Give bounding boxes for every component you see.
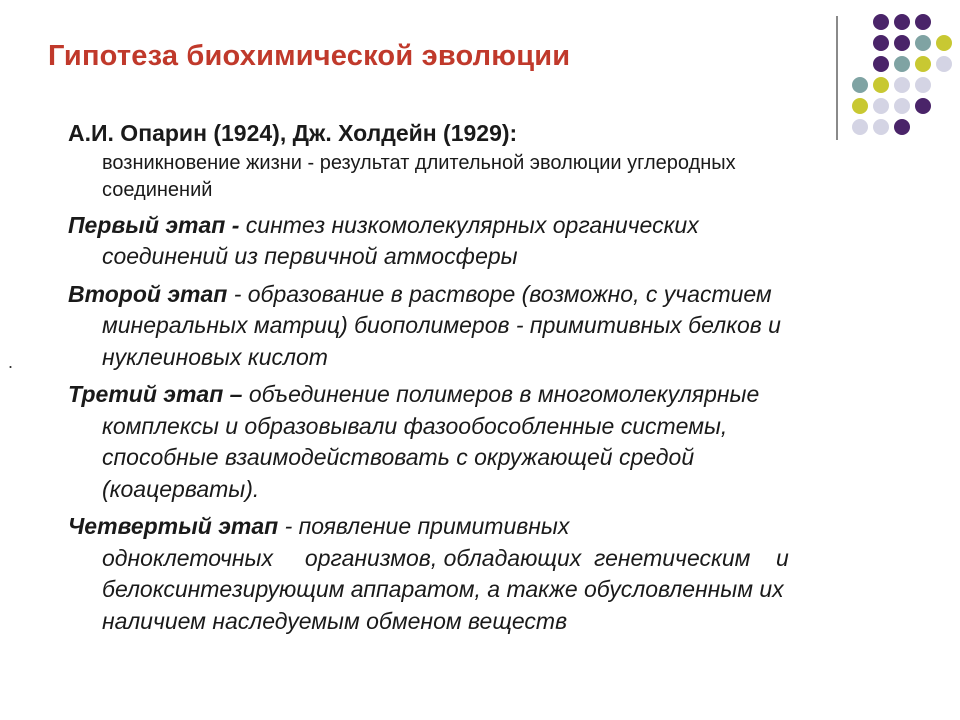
stage-2-line1: - образование в растворе (возможно, с участием	[227, 280, 772, 307]
decorative-dot	[894, 14, 910, 30]
decorative-dot	[894, 77, 910, 93]
stage-4-line3: белоксинтезирующим аппаратом, а также обусловленным их	[102, 576, 784, 602]
stage-2-line3: нуклеиновых кислот	[102, 343, 328, 370]
stage-1-line2: соединений из первичной атмосферы	[102, 243, 518, 269]
stage-3	[68, 379, 898, 505]
stage-4	[68, 511, 898, 637]
decorative-dot	[915, 77, 931, 93]
slide-body	[68, 118, 898, 637]
stage-2-line2: минеральных матриц) биополимеров - примитивных белков и	[102, 312, 781, 338]
stage-1-line1: синтез низкомолекулярных органических	[245, 211, 699, 238]
stage-1-label: Первый этап -	[68, 211, 246, 238]
stage-3-line2: комплексы и образовывали фазообособленные системы,	[102, 412, 728, 439]
decorative-dot	[915, 14, 931, 30]
decorative-dot	[894, 35, 910, 51]
slide-title: Гипотеза биохимической эволюции	[48, 40, 571, 72]
stray-mark: .	[8, 352, 14, 372]
stage-2	[68, 279, 898, 374]
decorative-dot	[873, 14, 889, 30]
stage-4-line1: - появление примитивных	[278, 513, 570, 539]
stage-3-line1: объединение полимеров в многомолекулярные	[248, 381, 760, 407]
decorative-dot	[936, 56, 952, 72]
decorative-dot	[852, 77, 868, 93]
decorative-dot	[852, 98, 868, 114]
stage-4-label: Четвертый этап	[68, 513, 279, 539]
stage-3-label: Третий этап –	[68, 381, 249, 407]
stage-4-line2: одноклеточных организмов, обладающих генетическим и	[102, 544, 789, 571]
decorative-dot	[915, 98, 931, 114]
stage-3-line3: способные взаимодействовать с окружающей средой	[102, 444, 695, 470]
decorative-dot	[873, 77, 889, 93]
decorative-dot	[915, 35, 931, 51]
decorative-dot	[936, 35, 952, 51]
intro-text-line2: соединений	[102, 178, 213, 201]
stage-2-label: Второй этап	[68, 280, 228, 307]
decorative-dot	[873, 98, 889, 114]
decorative-dot	[915, 56, 931, 72]
decorative-dot	[873, 35, 889, 51]
decorative-dot	[894, 98, 910, 114]
decorative-dot	[894, 56, 910, 72]
stage-3-line4: (коацерваты).	[102, 475, 260, 502]
intro-authors: А.И. Опарин (1924), Дж. Холдейн (1929):	[68, 120, 518, 146]
intro-text-line1: возникновение жизни - результат длительной эволюции углеродных	[102, 151, 736, 174]
intro-block	[68, 118, 898, 204]
stage-1	[68, 210, 898, 273]
decorative-dot	[873, 56, 889, 72]
stage-4-line4: наличием наследуемым обменом веществ	[102, 607, 568, 634]
